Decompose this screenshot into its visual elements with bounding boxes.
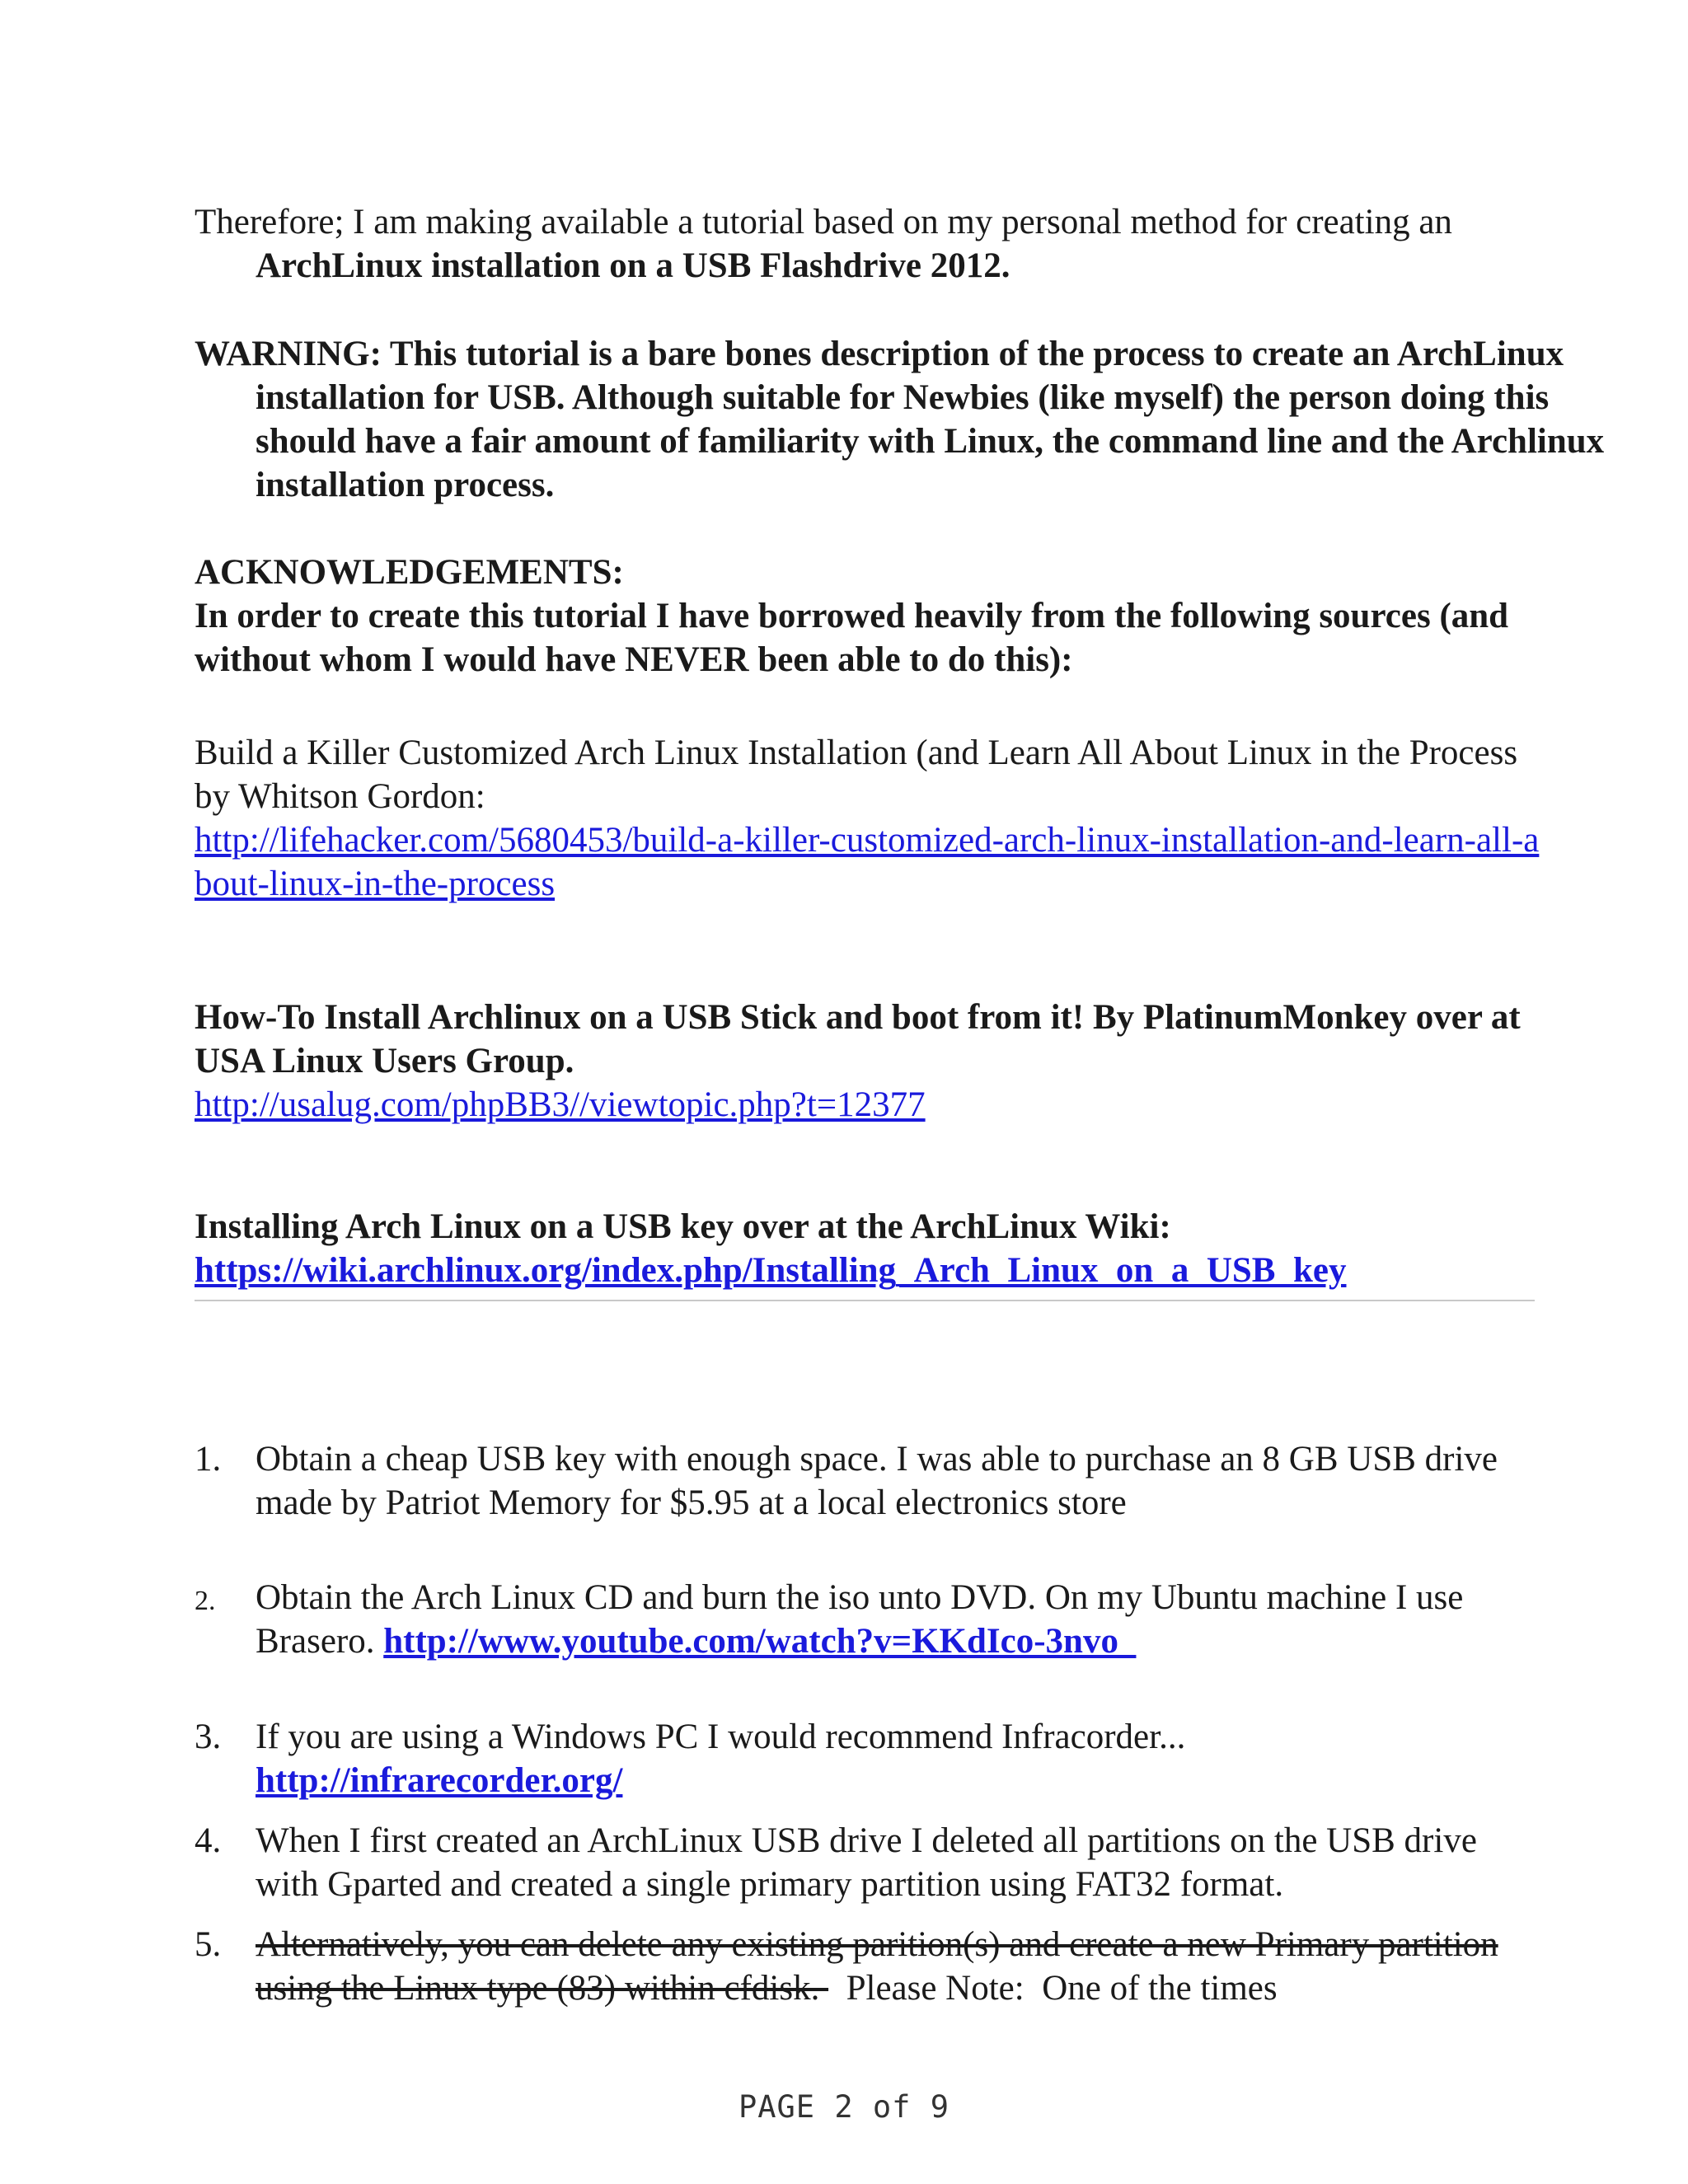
step-number: 1. bbox=[195, 1440, 222, 1479]
page-footer: PAGE 2 of 9 bbox=[738, 2089, 950, 2125]
intro-text: Therefore; I am making available a tutorial based on my personal method for creating an bbox=[195, 203, 1452, 241]
step-5-note: Please Note: One of the times bbox=[828, 1969, 1278, 2008]
acknowledgements-text: In order to create this tutorial I have borrowed heavily from the following sources (and without whom I would have NEVER been able to do this): bbox=[195, 597, 1509, 679]
source-3-title: Installing Arch Linux on a USB key over at the ArchLinux Wiki: bbox=[195, 1207, 1171, 1246]
intro-bold-text: ArchLinux installation on a USB Flashdrive 2012. bbox=[256, 246, 1010, 285]
source-1-title: Build a Killer Customized Arch Linux Installation (and Learn All About Linux in the Process by Whitson Gordon: bbox=[195, 733, 1518, 816]
step-text bbox=[256, 1923, 1546, 2010]
warning-paragraph: WARNING: This tutorial is a bare bones description of the process to create an ArchLinux installation for USB. Although suitable for Newbies (like myself) the person doing this should have a fair amount of familiarity with Linux, the command line and the Archlinux installation process. bbox=[195, 335, 1605, 504]
source-2-link[interactable]: http://usalug.com/phpBB3//viewtopic.php?t=12377 bbox=[195, 1085, 926, 1124]
source-1-link[interactable]: http://lifehacker.com/5680453/build-a-killer-customized-arch-linux-installation-and-learn-all-about-linux-in-the-process bbox=[195, 821, 1540, 903]
step-text-content: If you are using a Windows PC I would recommend Infracorder... bbox=[256, 1718, 1186, 1756]
section-divider bbox=[195, 1300, 1535, 1301]
step-2-link[interactable]: http://www.youtube.com/watch?v=KKdIco-3nvo bbox=[383, 1622, 1137, 1661]
step-number: 3. bbox=[195, 1718, 222, 1756]
source-3-link[interactable]: https://wiki.archlinux.org/index.php/Installing_Arch_Linux_on_a_USB_key bbox=[195, 1251, 1347, 1290]
step-text: Obtain a cheap USB key with enough space. I was able to purchase an 8 GB USB drive made by Patriot Memory for $5.95 at a local electronics store bbox=[256, 1440, 1498, 1522]
source-2-title: How-To Install Archlinux on a USB Stick and boot from it! By PlatinumMonkey over at USA Linux Users Group. bbox=[195, 998, 1521, 1080]
step-number: 4. bbox=[195, 1821, 222, 1860]
step-text bbox=[256, 1715, 1546, 1802]
step-text: When I first created an ArchLinux USB drive I deleted all partitions on the USB drive with Gparted and created a single primary partition using FAT32 format. bbox=[256, 1821, 1477, 1904]
step-number: 5. bbox=[195, 1925, 222, 1964]
step-text-content: Obtain the Arch Linux CD and burn the iso unto DVD. On my Ubuntu machine I use Brasero. bbox=[256, 1578, 1464, 1661]
struck-text: Alternatively, you can delete any existing parition(s) and create a new Primary partition using the Linux type (83) within cfdisk. bbox=[256, 1925, 1498, 2008]
step-3-link[interactable]: http://infrarecorder.org/ bbox=[256, 1761, 623, 1800]
step-text bbox=[256, 1576, 1546, 1663]
intro-paragraph bbox=[195, 200, 1607, 288]
acknowledgements-heading: ACKNOWLEDGEMENTS: bbox=[195, 553, 624, 592]
step-number: 2. bbox=[195, 1586, 216, 1616]
